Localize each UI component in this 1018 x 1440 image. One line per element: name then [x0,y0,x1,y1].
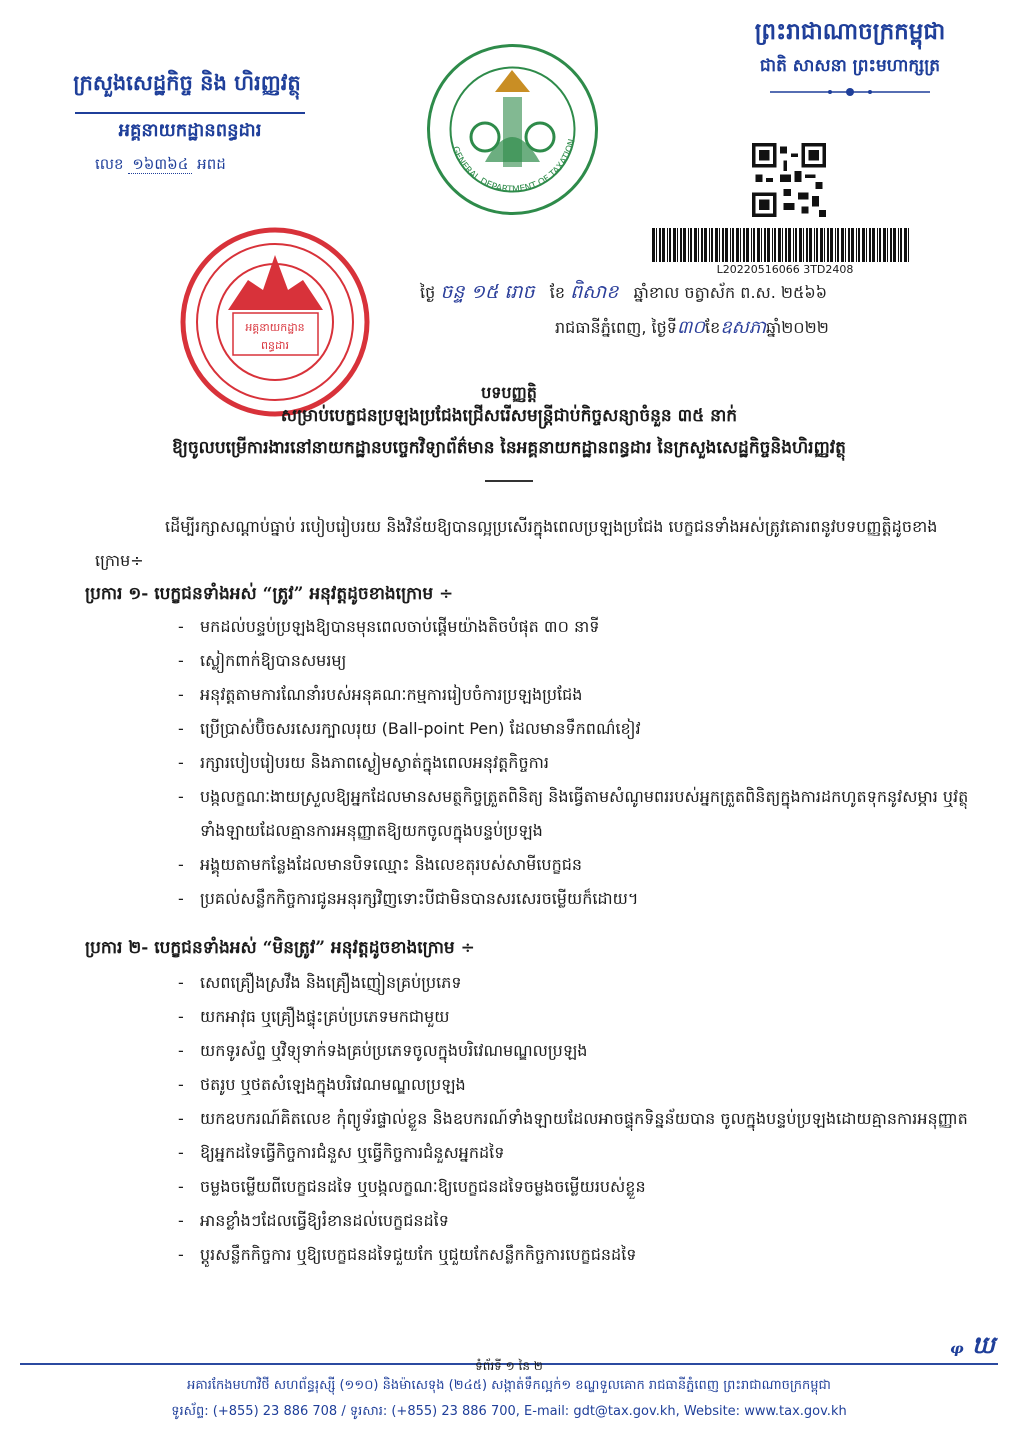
article-1-heading: ប្រការ ១- បេក្ខជនទាំងអស់ “ត្រូវ” អនុវត្តដូចខាងក្រោម ÷ [85,584,454,604]
list-item: - រក្សារបៀបរៀបរយ និងភាពស្ងៀមស្ងាត់ក្នុងពេលអនុវត្តកិច្ចការ [178,746,978,780]
intro-paragraph: ដើម្បីរក្សាសណ្តាប់ធ្នាប់ របៀបរៀបរយ និងវិន័យឱ្យបានល្អប្រសើរក្នុងពេលប្រឡងប្រជែង បេក្ខជនទាំងអស់ត្រូវគោរពនូវបទបញ្ញត្តិដូចខាងក្រោម÷ [95,517,938,570]
list-item: - យកឧបករណ៍គិតលេខ កុំព្យូទ័រផ្ទាល់ខ្លួន និងឧបករណ៍ទាំងឡាយដែលអាចផ្ទុកទិន្នន័យបាន ចូលក្នុងបន្ទប់ប្រឡងដោយគ្មានការអនុញ្ញាត [178,1102,978,1136]
document-title-line2: ឱ្យចូលបម្រើការងារនៅនាយកដ្ឋានបច្ចេកវិទ្យាព័ត៌មាន នៃអគ្គនាយកដ្ឋានពន្ធដារ នៃក្រសួងសេដ្ឋកិច្ចនិងហិរញ្ញវត្ថុ [172,438,846,458]
solar-month-prefix: ខែ [705,318,721,337]
list-item: - មកដល់បន្ទប់ប្រឡងឱ្យបានមុនពេលចាប់ផ្តើមយ៉ាងតិចបំផុត ៣០ នាទី [178,610,978,644]
document-title-line1: សម្រាប់បេក្ខជនប្រឡងប្រជែងជ្រើសរើសមន្ត្រីជាប់កិច្ចសន្យាចំនួន ៣៥ នាក់ [280,406,738,426]
page-number: ទំព័រទី ១ នៃ ២ [475,1359,543,1373]
ref-suffix: អពដ [197,155,226,173]
list-item: - បង្កលក្ខណៈងាយស្រួលឱ្យអ្នកដែលមានសមត្ថកិច្ចត្រួតពិនិត្យ និងធ្វើតាមសំណូមពររបស់អ្នកត្រួតពិនិត្យក្នុងការដកហូតទុកនូវសម្ភារ ឬវត្ថុទាំងឡាយដែលគ្មានការអនុញ្ញាតឱ្យយកចូលក្នុងបន្ទប់ប្រឡង [178,780,978,848]
kingdom-title: ព្រះរាជាណាចក្រកម្ពុជា [754,18,946,45]
list-item: - ស្លៀកពាក់ឱ្យបានសមរម្យ [178,644,978,678]
footer-contact: ទូរស័ព្ទ: (+855) 23 886 708 / ទូរសារ: (+855) 23 886 700, E-mail: gdt@tax.gov.kh, Website: www.tax.gov.kh [171,1404,847,1419]
reference-number [95,155,226,177]
document-type: បទបញ្ញត្តិ [481,383,537,402]
solar-month: ឧសភា [720,317,766,338]
ministry-name: ក្រសួងសេដ្ឋកិច្ច និង ហិរញ្ញវត្ថុ [73,70,301,95]
lunar-day: ចន្ទ ១៥ រោច [440,281,535,303]
ref-number: ១៦៣៦៤ [128,155,192,174]
list-item: - ឱ្យអ្នកដទៃធ្វើកិច្ចការជំនួស ឬធ្វើកិច្ចការជំនួសអ្នកដទៃ [178,1136,978,1170]
article-2-list [178,966,978,1272]
solar-date [555,315,975,342]
initials-signature: ᵩ ឃ [950,1330,995,1359]
lunar-month: ពិសាខ [570,281,619,303]
list-item: - ប្រើប្រាស់ប៊ិចសរសេរក្បាលរុយ (Ball-point Pen) ដែលមានទឹកពណ៌ខៀវ [178,712,978,746]
ornament-divider [770,85,930,99]
lunar-date [420,280,960,308]
list-item: - ប្តូរសន្លឹកកិច្ចការ ឬឱ្យបេក្ខជនដទៃជួយកែ ឬជួយកែសន្លឹកកិច្ចការបេក្ខជនដទៃ [178,1238,978,1272]
gdt-seal-logo [425,42,600,217]
list-item: - អង្គុយតាមកន្លែងដែលមានបិទឈ្មោះ និងលេខតុរបស់សាមីបេក្ខជន [178,848,978,882]
lunar-month-prefix: ខែ [549,283,566,302]
list-item: - យកអាវុធ ឬគ្រឿងផ្ទុះគ្រប់ប្រភេទមកជាមួយ [178,1000,978,1034]
solar-year: ឆ្នាំ២០២២ [765,318,829,337]
list-item: - ចម្លងចម្លើយពីបេក្ខជនដទៃ ឬបង្កលក្ខណៈឱ្យបេក្ខជនដទៃចម្លងចម្លើយរបស់ខ្លួន [178,1170,978,1204]
solar-day: ៣០ [676,317,706,338]
lunar-year: ឆ្នាំខាល ចត្វាស័ក ព.ស. ២៥៦៦ [633,283,828,302]
list-item: - អានខ្លាំងៗដែលធ្វើឱ្យរំខានដល់បេក្ខជនដទៃ [178,1204,978,1238]
ref-prefix: លេខ [95,155,124,173]
barcode-number: L20220516066 3TD2408 [716,263,854,276]
list-item: - ថតរូប ឬថតសំឡេងក្នុងបរិវេណមណ្ឌលប្រឡង [178,1068,978,1102]
list-item: - អនុវត្តតាមការណែនាំរបស់អនុគណៈកម្មការរៀបចំការប្រឡងប្រជែង [178,678,978,712]
qr-code [752,143,826,217]
place-prefix: រាជធានីភ្នំពេញ, ថ្ងៃទី [555,318,677,337]
list-item: - សេពគ្រឿងស្រវឹង និងគ្រឿងញៀនគ្រប់ប្រភេទ [178,966,978,1000]
article-2-heading: ប្រការ ២- បេក្ខជនទាំងអស់ “មិនត្រូវ” អនុវត្តដូចខាងក្រោម ÷ [85,938,475,958]
svg-text:អគ្គនាយកដ្ឋាន: អគ្គនាយកដ្ឋាន [245,321,305,334]
list-item: - ប្រគល់សន្លឹកកិច្ចការជូនអនុរក្សវិញទោះបីជាមិនបានសរសេរចម្លើយក៏ដោយ។ [178,882,978,916]
article-1-list [178,610,978,916]
footer-address: អគារកែងមហាវិថី សហព័ន្ធរុស្ស៊ី (១១០) និងម៉ាសេទុង (២៤៥) សង្កាត់ទឹកល្អក់១ ខណ្ឌទួលគោក រាជធានីភ្នំពេញ ព្រះរាជាណាចក្រកម្ពុជា [187,1378,831,1393]
title-divider [485,480,533,482]
svg-text:GENERAL DEPARTMENT OF TAXATION: GENERAL DEPARTMENT OF TAXATION [449,138,578,196]
svg-text:ពន្ធដារ: ពន្ធដារ [261,339,289,352]
lunar-day-prefix: ថ្ងៃ [420,283,436,302]
list-item: - យកទូរស័ព្ទ ឬវិទ្យុទាក់ទងគ្រប់ប្រភេទចូលក្នុងបរិវេណមណ្ឌលប្រឡង [178,1034,978,1068]
department-name: អគ្គនាយកដ្ឋានពន្ធដារ [75,112,305,145]
national-motto: ជាតិ សាសនា ព្រះមហាក្សត្រ [759,56,941,76]
barcode [652,228,910,262]
